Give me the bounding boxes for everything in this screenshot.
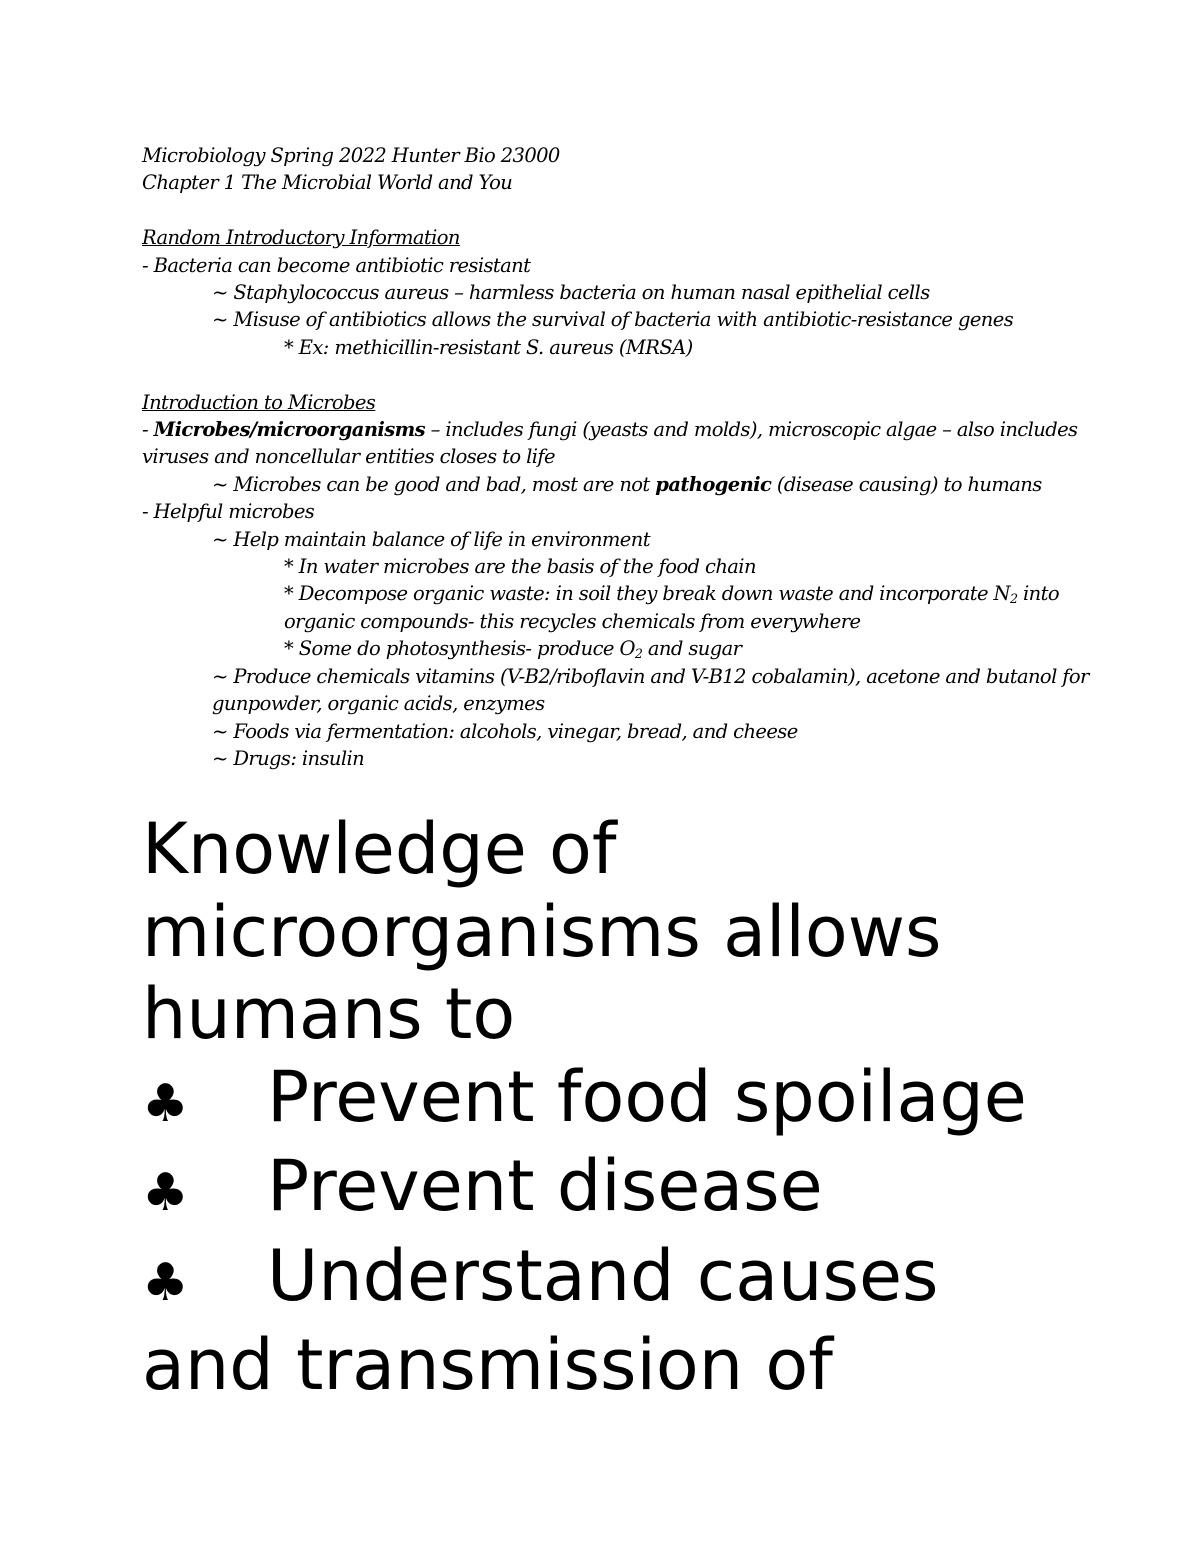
- note-decompose-waste: [142, 580, 1102, 635]
- definition-text: – includes fungi (yeasts and molds), microscopic algae – also includes viruses and noncellular entities closes to life: [142, 418, 1078, 469]
- text-part: and sugar: [642, 637, 742, 661]
- note-helpful-microbes: - Helpful microbes: [142, 500, 315, 524]
- term-pathogenic: pathogenic: [655, 472, 772, 496]
- text-part: * Decompose organic waste: in soil they break down waste and incorporate N: [284, 582, 1010, 606]
- subscript: 2: [1009, 591, 1018, 607]
- overlay-bullet-item: [142, 1056, 1102, 1146]
- note-antibiotic-resistance: - Bacteria can become antibiotic resistant: [142, 253, 531, 277]
- note-good-and-bad: [142, 471, 1102, 498]
- club-bullet-icon: ♣: [142, 1252, 189, 1313]
- bullet-text: Prevent food spoilage: [267, 1055, 1027, 1138]
- club-bullet-icon: ♣: [142, 1163, 189, 1223]
- spacer: [142, 197, 1102, 224]
- note-drugs: ~ Drugs: insulin: [212, 746, 365, 770]
- overlay-bullet-item: [142, 1235, 1102, 1325]
- overlay-line: humans to: [142, 973, 516, 1055]
- chapter-title: Chapter 1 The Microbial World and You: [142, 171, 513, 195]
- note-misuse-antibiotics: ~ Misuse of antibiotics allows the survival of bacteria with antibiotic-resistance genes: [212, 308, 1014, 332]
- course-title: Microbiology Spring 2022 Hunter Bio 23000: [142, 144, 560, 167]
- note-produce-chemicals: ~ Produce chemicals vitamins (V-B2/riboflavin and V-B12 cobalamin), acetone and butanol for gunpowder, organic acids, enzymes: [212, 664, 1089, 716]
- note-photosynthesis: [142, 635, 1102, 662]
- text-part: (disease causing) to humans: [771, 472, 1042, 496]
- lecture-notes: [142, 142, 1102, 772]
- note-mrsa-example: * Ex: methicillin-resistant S. aureus (MRSA): [284, 335, 693, 359]
- dash-prefix: -: [142, 418, 154, 442]
- note-staphylococcus: ~ Staphylococcus aureus – harmless bacteria on human nasal epithelial cells: [212, 281, 930, 305]
- subscript: 2: [634, 646, 643, 662]
- section-heading-random-info: Random Introductory Information: [142, 226, 460, 250]
- club-bullet-icon: ♣: [142, 1073, 189, 1134]
- spacer: [142, 361, 1102, 388]
- text-part: ~ Microbes can be good and bad, most are not: [212, 472, 656, 496]
- note-balance-of-life: ~ Help maintain balance of life in environment: [212, 527, 650, 551]
- note-food-chain: * In water microbes are the basis of the food chain: [284, 555, 756, 579]
- text-part: * Some do photosynthesis- produce O: [284, 637, 635, 661]
- large-overlay-text: [142, 808, 1102, 1407]
- note-microbes-definition: [142, 416, 1102, 471]
- text-part: into organic compounds- this recycles chemicals from everywhere: [284, 582, 1059, 633]
- section-heading-intro-microbes: Introduction to Microbes: [142, 390, 376, 414]
- bullet-text: Understand causes: [267, 1234, 939, 1317]
- bullet-text: Prevent disease: [267, 1145, 823, 1227]
- overlay-line: Knowledge of: [142, 808, 617, 890]
- note-fermentation: ~ Foods via fermentation: alcohols, vinegar, bread, and cheese: [212, 719, 798, 743]
- term-microbes: Microbes/microorganisms: [153, 418, 426, 442]
- overlay-bullet-item: [142, 1145, 1102, 1235]
- overlay-line: microorganisms allows: [142, 890, 942, 973]
- overlay-line: and transmission of: [142, 1324, 833, 1406]
